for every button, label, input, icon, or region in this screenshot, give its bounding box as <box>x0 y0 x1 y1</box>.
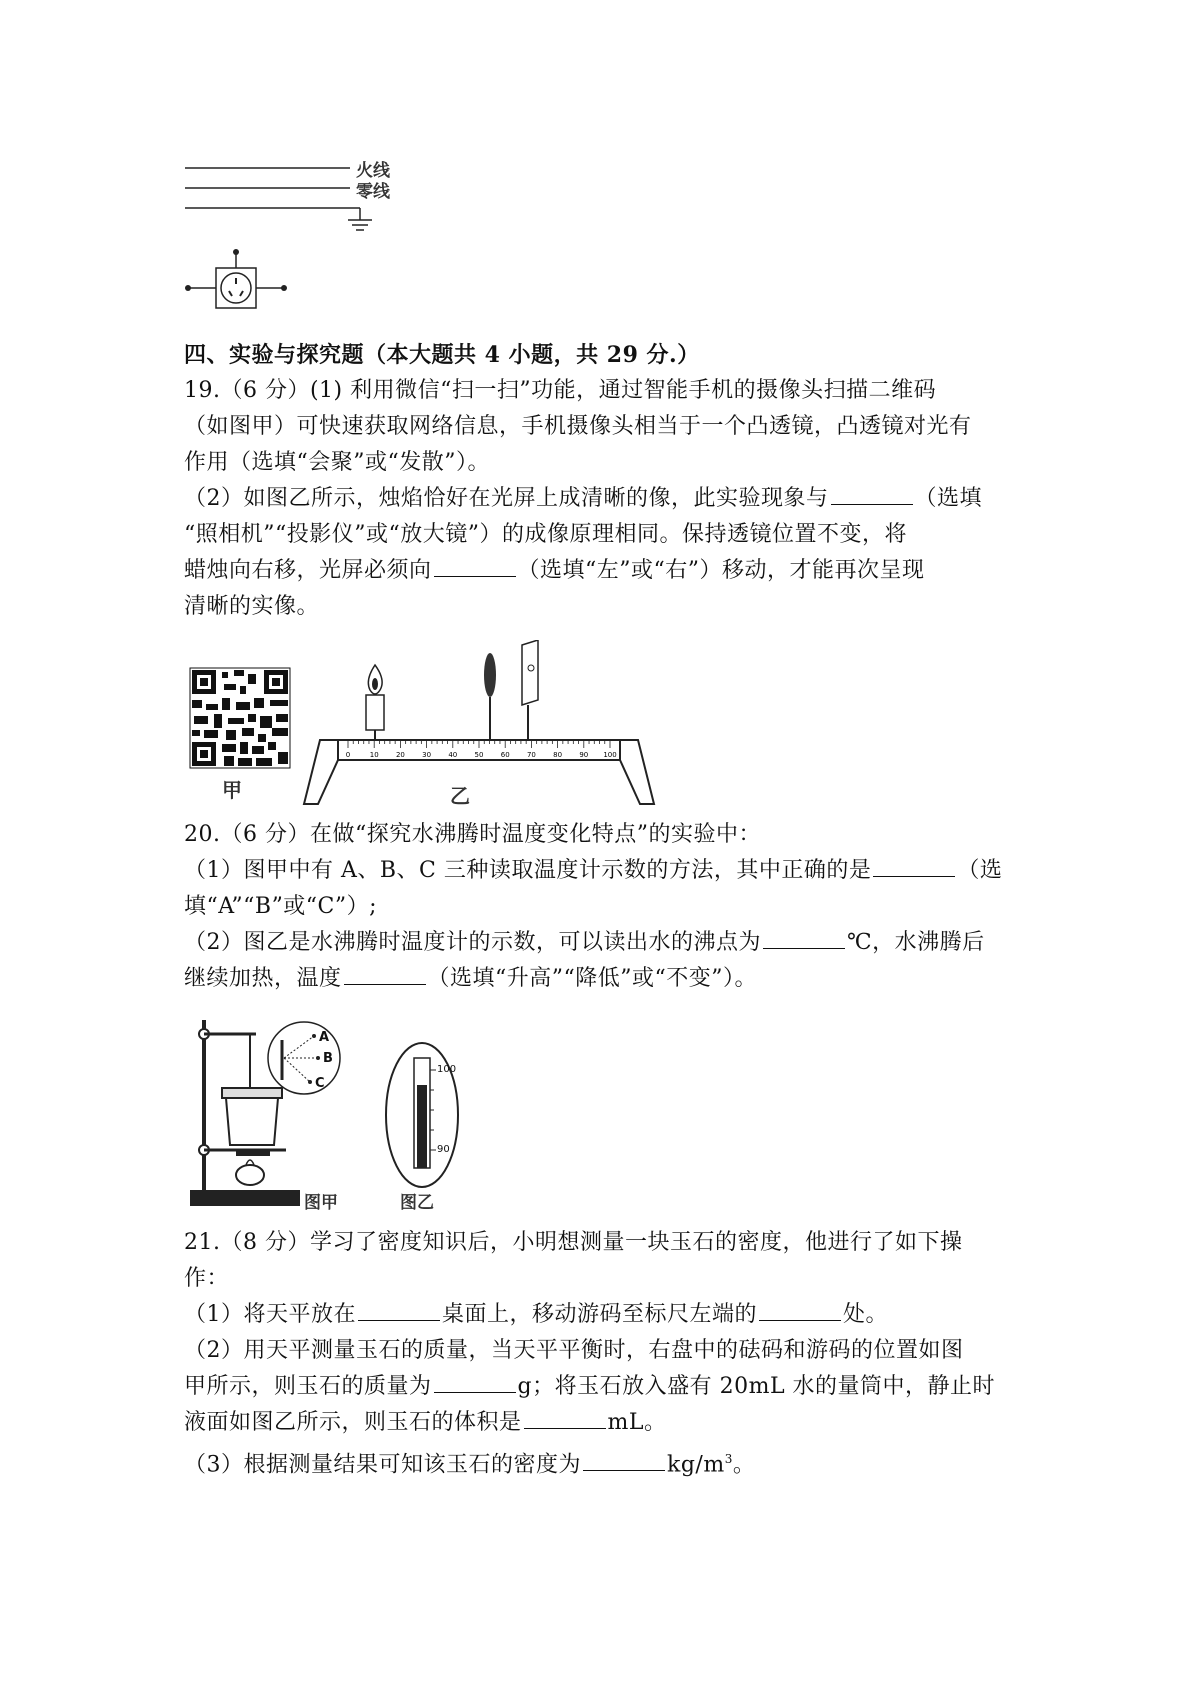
ruler-tick-label: 60 <box>500 751 510 759</box>
q19-line-2: （如图甲）可快速获取网络信息，手机摄像头相当于一个凸透镜，凸透镜对光有 <box>184 414 972 439</box>
optical-bench-svg <box>300 640 660 810</box>
q21-line-5-text-a: 甲所示，则玉石的质量为 <box>184 1374 432 1399</box>
q21-blank-4[interactable] <box>524 1408 606 1429</box>
ruler-tick-label: 20 <box>395 751 405 759</box>
q21-line-7-text-a: （3）根据测量结果可知该玉石的密度为 <box>184 1452 581 1478</box>
q19-line-6-text-b: （选填“左”或“右”）移动，才能再次呈现 <box>517 558 925 583</box>
q20-blank-1[interactable] <box>873 856 955 877</box>
neutral-wire-label: 零线 <box>356 182 390 202</box>
qr-code-svg <box>186 664 296 774</box>
ruler-tick-label: 80 <box>553 751 563 759</box>
wiring-svg <box>180 150 440 330</box>
ruler-tick-label: 70 <box>526 751 536 759</box>
q21-line-3-text-c: 处。 <box>843 1302 889 1327</box>
q19-blank-1[interactable] <box>831 484 913 505</box>
q20-line-2-text-b: （选 <box>957 858 1003 883</box>
section-title: 四、实验与探究题（本大题共 4 小题，共 29 分.） <box>184 342 700 368</box>
q20-blank-2[interactable] <box>763 928 845 949</box>
qr-code-figure <box>186 664 296 804</box>
q19-line-4-text-b: （选填 <box>914 486 983 511</box>
q21-line-6-text-b: mL。 <box>607 1410 667 1435</box>
q20-blank-3[interactable] <box>344 964 426 985</box>
q21-line-3-text-a: （1）将天平放在 <box>184 1302 356 1327</box>
optical-bench-label: 乙 <box>450 784 470 808</box>
q19-line-6-text-a: 蜡烛向右移，光屏必须向 <box>184 558 432 583</box>
q21-blank-5[interactable] <box>583 1450 665 1471</box>
boiling-apparatus-figure <box>186 1010 356 1213</box>
view-label-c: C <box>315 1076 325 1091</box>
q20-line-1: 20.（6 分）在做“探究水沸腾时温度变化特点”的实验中： <box>184 822 761 847</box>
q21-blank-3[interactable] <box>434 1372 516 1393</box>
q19-line-3: 作用（选填“会聚”或“发散”）。 <box>184 450 490 475</box>
q20-line-5-text-b: （选填“升高”“降低”或“不变”）。 <box>427 966 757 991</box>
thermometer-svg <box>380 1040 480 1190</box>
q19-line-4-text-a: （2）如图乙所示，烛焰恰好在光屏上成清晰的像，此实验现象与 <box>184 486 829 511</box>
q19-blank-2[interactable] <box>434 556 516 577</box>
qr-figure-label: 甲 <box>222 778 242 802</box>
ruler-tick-label: 90 <box>579 751 589 759</box>
q20-line-4-text-b: ℃，水沸腾后 <box>847 930 985 955</box>
boiling-apparatus-svg <box>186 1010 356 1210</box>
wiring-diagram <box>180 150 440 330</box>
q21-line-7-text-d: 。 <box>732 1452 756 1478</box>
q19-line-6 <box>184 556 925 586</box>
thermometer-top-mark: 100 <box>437 1064 457 1075</box>
thermometer-label: 图乙 <box>400 1193 434 1213</box>
q21-line-1: 21.（8 分）学习了密度知识后，小明想测量一块玉石的密度，他进行了如下操 <box>184 1230 963 1255</box>
q21-line-7 <box>184 1444 755 1480</box>
ruler-tick-label: 0 <box>345 751 351 759</box>
ruler-tick-label: 40 <box>448 751 458 759</box>
q21-line-3-text-b: 桌面上，移动游码至标尺左端的 <box>442 1302 758 1327</box>
q21-line-7-exponent: 3 <box>724 1452 733 1466</box>
q20-line-4 <box>184 928 985 958</box>
q20-line-4-text-a: （2）图乙是水沸腾时温度计的示数，可以读出水的沸点为 <box>184 930 761 955</box>
q21-line-6 <box>184 1408 667 1438</box>
q21-line-6-text-a: 液面如图乙所示，则玉石的体积是 <box>184 1410 522 1435</box>
view-label-b: B <box>323 1051 333 1066</box>
q21-line-3 <box>184 1300 888 1330</box>
ruler-tick-label: 10 <box>369 751 379 759</box>
thermometer-bottom-mark: 90 <box>437 1144 450 1155</box>
thermometer-figure <box>380 1040 480 1213</box>
q20-line-3: 填“A”“B”或“C”）; <box>184 894 378 919</box>
q21-line-2: 作： <box>184 1266 230 1291</box>
optical-bench-figure <box>300 640 660 810</box>
q20-line-2-text-a: （1）图甲中有 A、B、C 三种读取温度计示数的方法，其中正确的是 <box>184 858 872 883</box>
q19-line-4 <box>184 484 982 514</box>
live-wire-label: 火线 <box>356 161 390 181</box>
ruler-tick-label: 100 <box>603 751 617 759</box>
q19-line-5: “照相机”“投影仪”或“放大镜”）的成像原理相同。保持透镜位置不变，将 <box>184 522 907 547</box>
q20-line-5 <box>184 964 757 994</box>
q19-line-7: 清晰的实像。 <box>184 594 320 619</box>
q19-line-1: 19.（6 分）(1) 利用微信“扫一扫”功能，通过智能手机的摄像头扫描二维码 <box>184 378 937 403</box>
q21-line-4: （2）用天平测量玉石的质量，当天平平衡时，右盘中的砝码和游码的位置如图 <box>184 1338 964 1363</box>
ruler-tick-label: 50 <box>474 751 484 759</box>
q21-line-5-text-b: g；将玉石放入盛有 20mL 水的量筒中，静止时 <box>517 1374 996 1399</box>
q20-line-5-text-a: 继续加热，温度 <box>184 966 342 991</box>
q21-blank-2[interactable] <box>759 1300 841 1321</box>
q21-line-5 <box>184 1372 995 1402</box>
q21-blank-1[interactable] <box>358 1300 440 1321</box>
q20-line-2 <box>184 856 1002 886</box>
view-label-a: A <box>319 1030 330 1045</box>
apparatus-label: 图甲 <box>304 1193 338 1213</box>
q21-line-7-unit: kg/m <box>667 1452 725 1478</box>
ruler-tick-label: 30 <box>422 751 432 759</box>
